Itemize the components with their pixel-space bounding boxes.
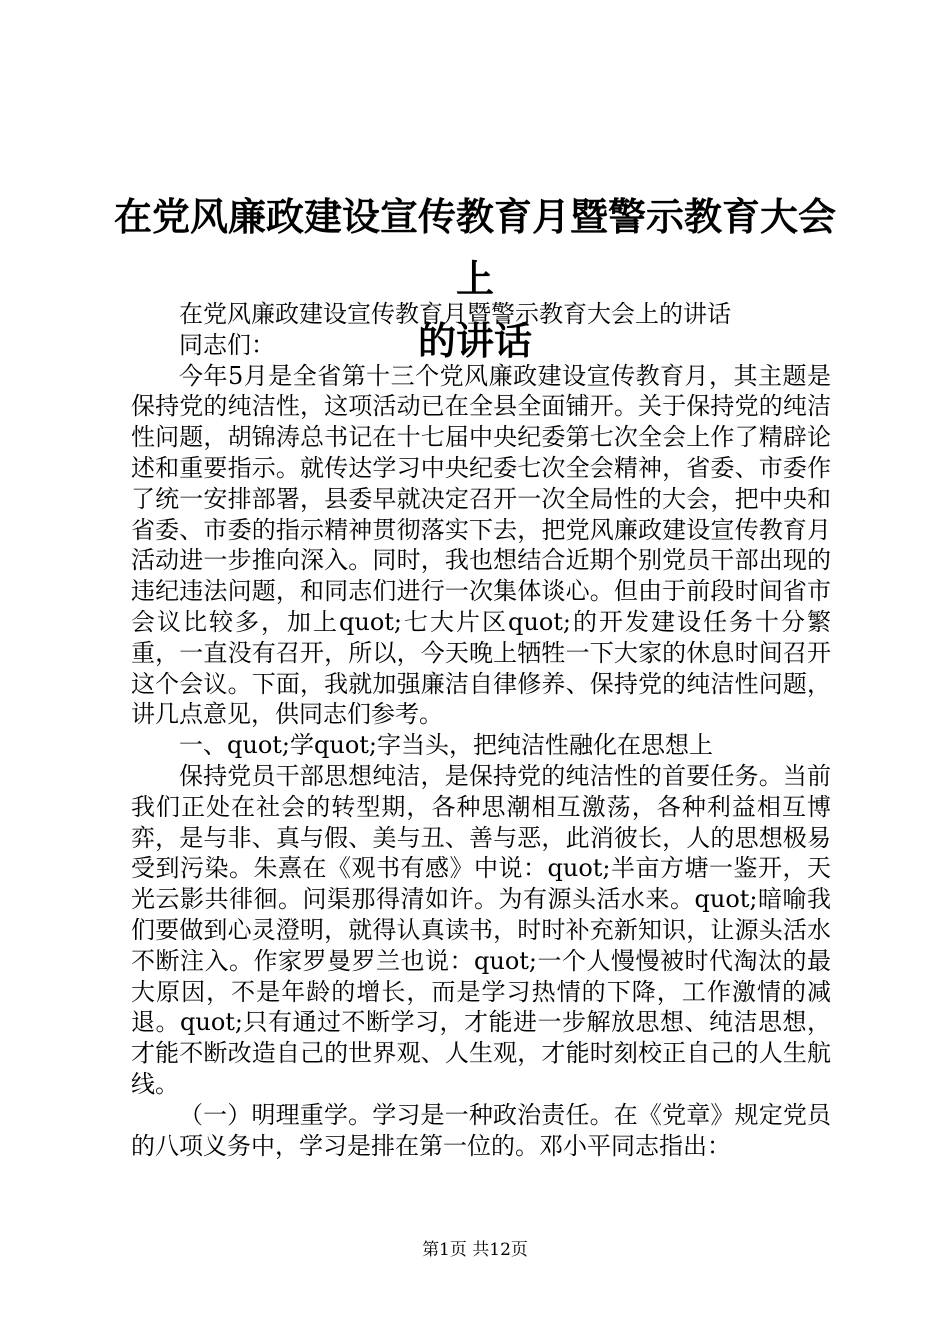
page-number-footer: 第1页 共12页 [422, 1240, 528, 1260]
body-paragraph: 今年5月是全省第十三个党风廉政建设宣传教育月，其主题是保持党的纯洁性，这项活动已在全县全面铺开。关于保持党的纯洁性问题，胡锦涛总书记在十七届中央纪委第七次全会上作了精辟论述和重要指示。就传达学习中央纪委七次全会精神，省委、市委作了统一安排部署，县委早就决定召开一次全局性的大会，把中央和省委、市委的指示精神贯彻落实下去，把党风廉政建设宣传教育月活动进一步推向深入。同时，我也想结合近期个别党员干部出现的违纪违法问题，和同志们进行一次集体谈心。但由于前段时间省市会议比较多，加上quot;七大片区quot;的开发建设任务十分繁重，一直没有召开，所以，今天晚上牺牲一下大家的休息时间召开这个会议。下面，我就加强廉洁自律修养、保持党的纯洁性问题，讲几点意见，供同志们参考。 [131, 361, 831, 729]
body-paragraph: 保持党员干部思想纯洁，是保持党的纯洁性的首要任务。当前我们正处在社会的转型期，各种思潮相互激荡，各种利益相互博弈，是与非、真与假、美与丑、善与恶，此消彼长，人的思想极易受到污染。朱熹在《观书有感》中说：quot;半亩方塘一鉴开，天光云影共徘徊。问渠那得清如许。为有源头活水来。quot;暗喻我们要做到心灵澄明，就得认真读书，时时补充新知识，让源头活水不断注入。作家罗曼罗兰也说：quot;一个人慢慢被时代淘汰的最大原因，不是年龄的增长，而是学习热情的下降，工作激情的减退。quot;只有通过不断学习，才能进一步解放思想、纯洁思想，才能不断改造自己的世界观、人生观，才能时刻校正自己的人生航线。 [131, 761, 831, 1098]
document-body [131, 299, 831, 1161]
document-title-line-2: 的讲话 [417, 318, 532, 363]
salutation-paragraph: 同志们： [179, 330, 275, 359]
document-title-line-1: 在党风廉政建设宣传教育月暨警示教育大会上 [113, 194, 836, 301]
section-heading: 一、quot;学quot;字当头，把纯洁性融化在思想上 [179, 731, 713, 760]
body-paragraph: （一）明理重学。学习是一种政治责任。在《党章》规定党员的八项义务中，学习是排在第一位的。邓小平同志指出： [131, 1100, 831, 1160]
subtitle-paragraph: 在党风廉政建设宣传教育月暨警示教育大会上的讲话 [179, 300, 731, 328]
